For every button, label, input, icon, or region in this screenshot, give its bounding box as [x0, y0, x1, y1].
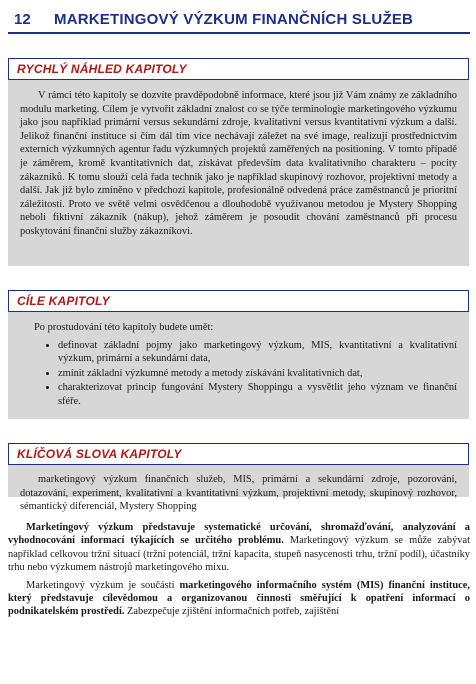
main-text: [8, 521, 470, 623]
chapter-overview-heading: RYCHLÝ NÁHLED KAPITOLY: [17, 62, 187, 76]
chapter-number: 12: [14, 10, 31, 28]
chapter-keywords-box: [8, 443, 469, 513]
chapter-goals-body: [8, 312, 469, 416]
body-paragraph: [8, 579, 470, 619]
goal-item: • zmínit základní výzkumné metody a metody získávání kvalitativních dat,: [58, 367, 457, 381]
body-paragraph-text: Marketingový výzkum je součástí: [26, 579, 180, 591]
chapter-goals-list: [20, 339, 457, 409]
chapter-overview-header: [8, 58, 469, 80]
chapter-goals-intro: Po prostudování této kapitoly budete umět:: [34, 322, 214, 333]
body-paragraph-text: Zabezpečuje zjištění informačních potřeb, zajištění: [124, 606, 340, 618]
chapter-keywords-heading: KLÍČOVÁ SLOVA KAPITOLY: [17, 447, 182, 461]
chapter-overview-text: V rámci této kapitoly se dozvíte pravděpodobně informace, které jsou již Vám známy ze základního modulu marketing. Cílem je vytvořit základní znalost co se týče terminologie marketingového výzkumu jako jsou například primární versus sekundární zdroje, kvalitativní versus kvantitativní výzkum a další. Jelikož finanční instituce si čím dál tím více nechávají záležet na své image, realizují prostřednictvím externích výzkumných agentur řadu výzkumných projektů zaměřených na positioning. V tomto případě je záměrem, kromě kvantitativních dat, získávat především data kvalitativního charakteru – pocity zákazníků. K tomu slouží celá řada technik jako je například skupinový rozhovor, projektivní metody a další. Jak již bylo zmíněno v předchozí kapitole, profesionálně odvedená práce zaměstnanců je prioritní záležitostí. Proto ve světě velmi osvědčenou a dlouhodobě využívanou metodou je Mystery Shopping neboli fiktivní zákazník (nákup), jehož záměrem je posoudit chování zaměstnanců při procesu poskytování finanční služby zákazníkovi.: [20, 90, 457, 237]
chapter-goals-header: [8, 290, 469, 312]
chapter-keywords-header: [8, 443, 469, 465]
goal-item: • charakterizovat princip fungování Mystery Shoppingu a vysvětlit jeho význam ve finanční sféře.: [58, 381, 457, 408]
chapter-overview-box: [8, 58, 469, 266]
chapter-title: MARKETINGOVÝ VÝZKUM FINANČNÍCH SLUŽEB: [54, 10, 414, 28]
body-paragraph: [8, 521, 470, 575]
chapter-goals-heading: CÍLE KAPITOLY: [17, 294, 110, 308]
body-paragraph-text: Marketingový výzkum se může zabývat například celkovou tržní situací (tržní potenciál, tržní kapacita, stupeň nasycenosti trhu, tržní podíl), účastníky trhu nebo výzkumem nástrojů marketingového mixu.: [8, 535, 470, 574]
body-paragraph-bold: Marketingový výzkum představuje systematické určování, shromažďování, analyzování a vyhodnocování informací týkajících se určitého problému.: [8, 522, 470, 547]
chapter-header: [8, 6, 470, 34]
body-paragraph-bold: marketingového informačního systém (MIS) finanční instituce, který představuje cílevědomou a organizovanou činnosti směřující k opatření informací o podnikatelském prostředí.: [8, 579, 470, 618]
goal-item: • definovat základní pojmy jako marketingový výzkum, MIS, kvantitativní a kvalitativní výzkum, primární a sekundární data,: [58, 339, 457, 366]
chapter-keywords-text: marketingový výzkum finančních služeb, MIS, primární a sekundární zdroje, pozorování, dotazování, experiment, kvalitativní a kvantitativní výzkum, projektivní metody, skupinový rozhovor, sémantický diferenciál, Mystery Shopping: [20, 474, 457, 513]
chapter-goals-box: [8, 290, 469, 419]
